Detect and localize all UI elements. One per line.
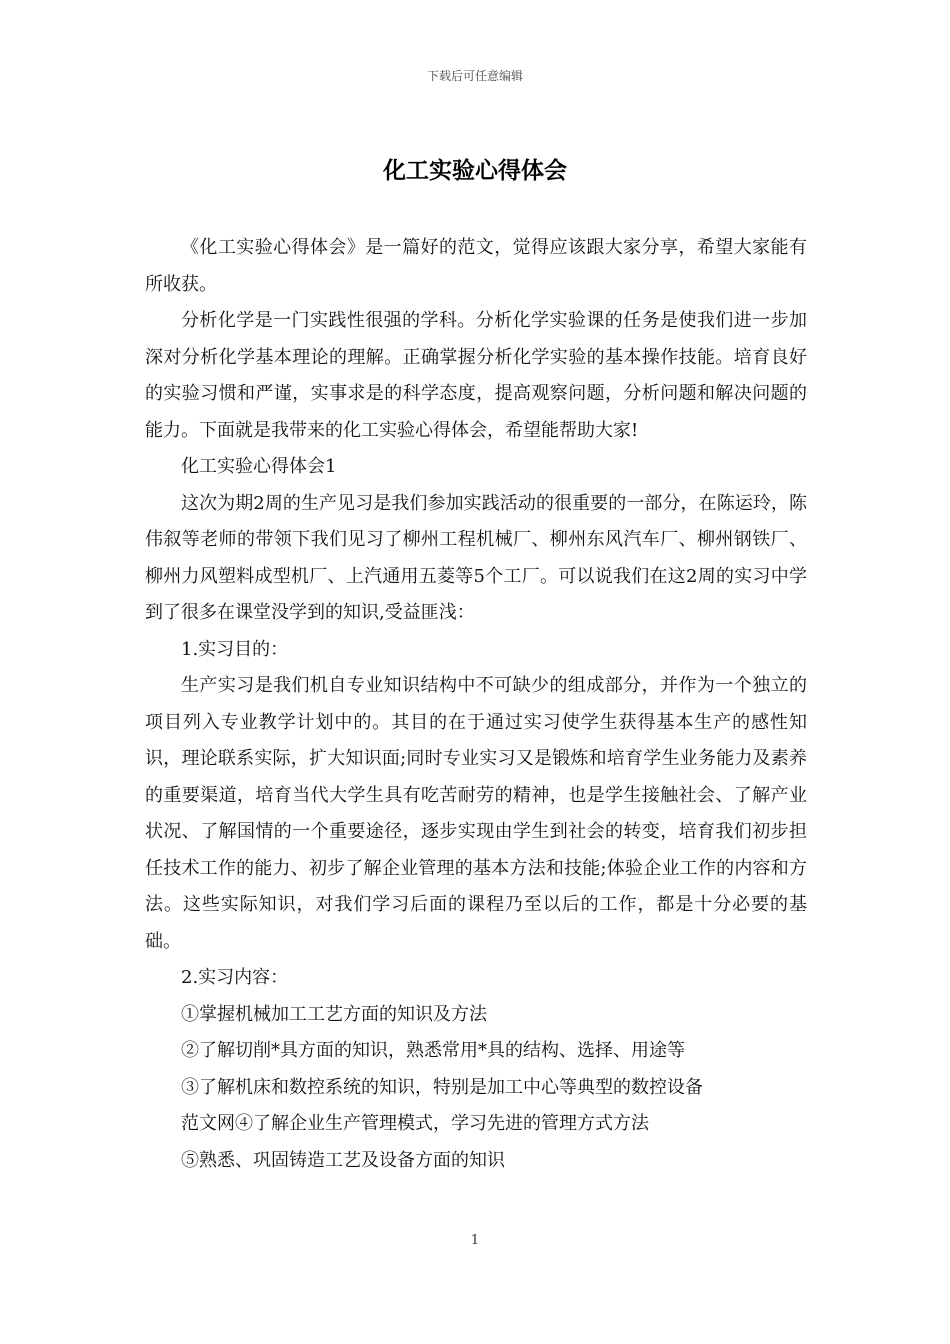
list-item: 范文网④了解企业生产管理模式，学习先进的管理方式方法 bbox=[181, 1113, 649, 1134]
paragraph-analysis: 分析化学是一门实践性很强的学科。分析化学实验课的任务是使我们进一步加深对分析化学基本理论的理解。正确掌握分析化学实验的基本操作技能。培育良好的实验习惯和严谨，实事求是的科学态度，提高观察问题，分析问题和解决问题的能力。下面就是我带来的化工实验心得体会，希望能帮助大家! bbox=[145, 310, 807, 441]
section-heading-1: 化工实验心得体会1 bbox=[181, 456, 337, 477]
paragraph-internship: 这次为期2周的生产见习是我们参加实践活动的很重要的一部分，在陈运玲，陈伟叙等老师的带领下我们见习了柳州工程机械厂、柳州东风汽车厂、柳州钢铁厂、柳州力风塑料成型机厂、上汽通用五菱等5个工厂。可以说我们在这2周的实习中学到了很多在课堂没学到的知识,受益匪浅： bbox=[145, 492, 807, 623]
page-number: 1 bbox=[470, 1233, 480, 1248]
subheading-purpose: 1.实习目的： bbox=[181, 638, 289, 660]
subheading-content: 2.实习内容： bbox=[181, 967, 289, 988]
document-body bbox=[145, 230, 807, 1179]
paragraph-purpose: 生产实习是我们机自专业知识结构中不可缺少的组成部分，并作为一个独立的项目列入专业教学计划中的。其目的在于通过实习使学生获得基本生产的感性知识，理论联系实际，扩大知识面;同时专业实习又是锻炼和培育学生业务能力及素养的重要渠道，培育当代大学生具有吃苦耐劳的精神，也是学生接触社会、了解产业状况、了解国情的一个重要途径，逐步实现由学生到社会的转变，培育我们初步担任技术工作的能力、初步了解企业管理的基本方法和技能;体验企业工作的内容和方法。这些实际知识，对我们学习后面的课程乃至以后的工作，都是十分必要的基础。 bbox=[145, 675, 807, 952]
list-item: ⑤熟悉、巩固铸造工艺及设备方面的知识 bbox=[181, 1149, 505, 1171]
list-item: ③了解机床和数控系统的知识，特别是加工中心等典型的数控设备 bbox=[181, 1076, 703, 1098]
header-note: 下载后可任意编辑 bbox=[426, 69, 523, 83]
list-item: ①掌握机械加工工艺方面的知识及方法 bbox=[181, 1003, 487, 1025]
paragraph-intro: 《化工实验心得体会》是一篇好的范文，觉得应该跟大家分享，希望大家能有所收获。 bbox=[145, 237, 807, 295]
list-item: ②了解切削*具方面的知识，熟悉常用*具的结构、选择、用途等 bbox=[181, 1040, 685, 1061]
document-title: 化工实验心得体会 bbox=[383, 157, 567, 184]
